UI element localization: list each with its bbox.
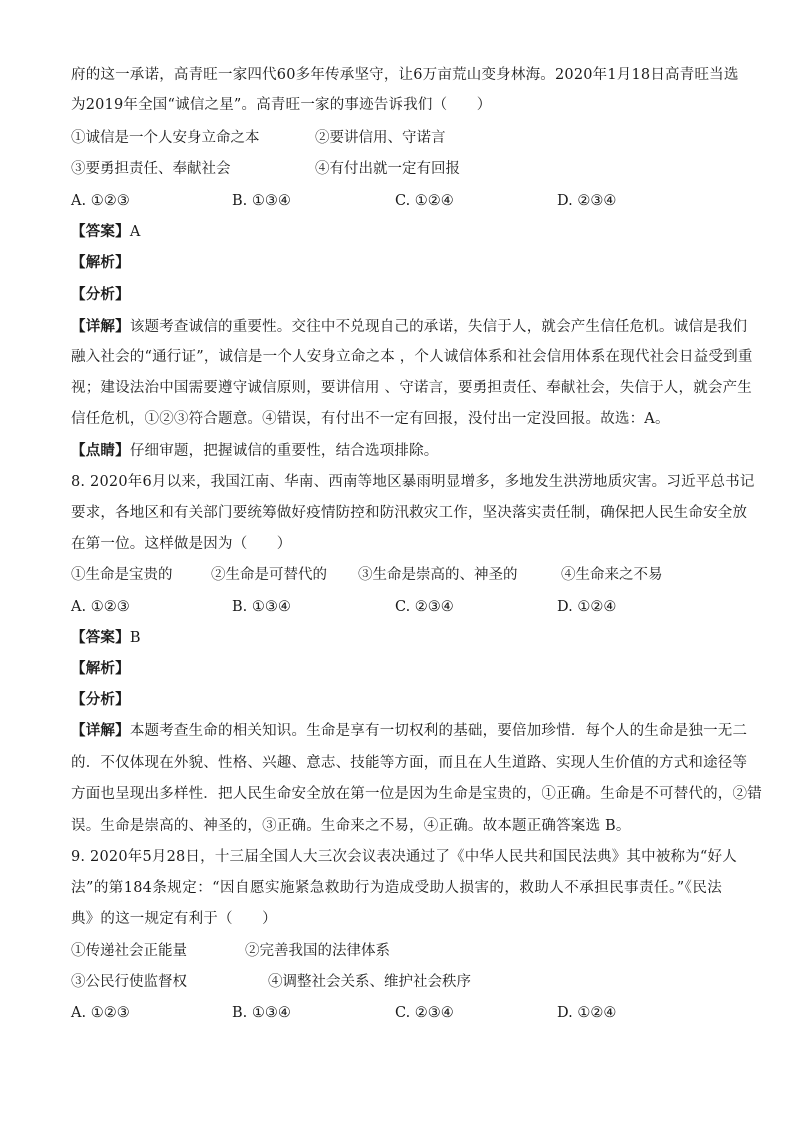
- q7-analysis-tag: 【解析】: [71, 255, 130, 271]
- q8-detail-line-4: 误。生命是崇高的、神圣的，③正确。生命来之不易，④正确。故本题正确答案选 B。: [71, 818, 631, 834]
- q8-detail-line-3: 方面也呈现出多样性．把人民生命安全放在第一位是因为生命是宝贵的，①正确。生命是不可替代的，②错: [71, 786, 762, 802]
- q9-item-3: ③公民行使监督权: [71, 974, 187, 990]
- q9-stem-line-2: 法”的第184条规定：“因自愿实施紧急救助行为造成受助人损害的，救助人不承担民事责任。”《民法: [71, 880, 722, 896]
- detail-tag: 【详解】: [71, 319, 130, 335]
- q7-item-4: ④有付出就一定有回报: [315, 161, 460, 177]
- q8-detail-line-1: 【详解】本题考查生命的相关知识。生命是享有一切权利的基础，要倍加珍惜．每个人的生命是独一无二: [71, 723, 748, 739]
- q8-stem-line-1: 8. 2020年6月以来，我国江南、华南、西南等地区暴雨明显增多，多地发生洪涝地质灾害。习近平总书记: [71, 474, 755, 490]
- q9-item-1: ①传递社会正能量: [71, 943, 187, 959]
- q7-detail-line-4: 信任危机，①②③符合题意。④错误，有付出不一定有回报，没付出一定没回报。故选：A。: [71, 411, 670, 427]
- q7-answer: A: [129, 224, 141, 240]
- q7-detail-line-2: 融入社会的“通行证”，诚信是一个人安身立命之本 ，个人诚信体系和社会信用体系在现代社会日益受到重: [71, 349, 753, 365]
- q9-item-4: ④调整社会关系、维护社会秩序: [268, 974, 471, 990]
- q7-option-d: D. ②③④: [557, 193, 617, 209]
- q8-item-2: ②生命是可替代的: [211, 567, 327, 583]
- q8-analysis-tag: 【解析】: [71, 661, 130, 677]
- q9-stem-line-3: 典》的这一规定有利于（ ）: [71, 911, 277, 927]
- q8-item-1: ①生命是宝贵的: [71, 567, 173, 583]
- q8-option-c: C. ②③④: [395, 599, 454, 615]
- q7-detail-line-3: 视；建设法治中国需要遵守诚信原则，要讲信用 、守诺言，要勇担责任、奉献社会，失信于人，就会产生: [71, 380, 753, 396]
- answer-tag: 【答案】: [71, 224, 130, 240]
- q8-option-d: D. ①②④: [557, 599, 617, 615]
- q8-option-a: A. ①②③: [71, 599, 130, 615]
- q7-answer-line: [71, 221, 140, 243]
- q8-fenxi-tag: 【分析】: [71, 692, 130, 708]
- q7-item-2: ②要讲信用、守诺言: [315, 130, 446, 146]
- q8-item-3: ③生命是崇高的、神圣的: [358, 567, 518, 583]
- q8-option-b: B. ①③④: [232, 599, 291, 615]
- detail-tag: 【详解】: [71, 723, 130, 739]
- q8-stem-line-3: 在第一位。这样做是因为（ ）: [71, 536, 292, 552]
- answer-tag: 【答案】: [71, 630, 130, 646]
- q8-item-4: ④生命来之不易: [561, 567, 663, 583]
- q8-detail-line-2: 的．不仅体现在外貌、性格、兴趣、意志、技能等方面，而且在人生道路、实现人生价值的方式和途径等: [71, 755, 748, 771]
- q9-option-d: D. ①②④: [557, 1005, 617, 1021]
- q7-stem-line-1: 府的这一承诺，高青旺一家四代60多年传承坚守，让6万亩荒山变身林海。2020年1月18日高青旺当选: [71, 67, 739, 83]
- q7-option-b: B. ①③④: [232, 193, 291, 209]
- q9-option-b: B. ①③④: [232, 1005, 291, 1021]
- q8-stem-line-2: 要求，各地区和有关部门要统筹做好疫情防控和防汛救灾工作，坚决落实责任制，确保把人民生命安全放: [71, 505, 748, 521]
- q8-answer: B: [129, 630, 141, 646]
- q7-tip-line: 【点睛】仔细审题，把握诚信的重要性，结合选项排除。: [71, 443, 439, 459]
- q9-option-c: C. ②③④: [395, 1005, 454, 1021]
- q7-item-3: ③要勇担责任、奉献社会: [71, 161, 231, 177]
- q7-stem-line-2: 为2019年全国“诚信之星”。高青旺一家的事迹告诉我们（ ）: [71, 97, 492, 113]
- q9-item-2: ②完善我国的法律体系: [245, 943, 390, 959]
- q7-option-c: C. ①②④: [395, 193, 454, 209]
- q7-fenxi-tag: 【分析】: [71, 287, 130, 303]
- tip-tag: 【点睛】: [71, 443, 130, 459]
- q9-option-a: A. ①②③: [71, 1005, 130, 1021]
- q7-option-a: A. ①②③: [71, 193, 130, 209]
- q7-item-1: ①诚信是一个人安身立命之本: [71, 130, 260, 146]
- q7-detail-line-1: 【详解】该题考查诚信的重要性。交往中不兑现自己的承诺，失信于人，就会产生信任危机。诚信是我们: [71, 319, 748, 335]
- q8-answer-line: [71, 627, 141, 649]
- q9-stem-line-1: 9. 2020年5月28日，十三届全国人大三次会议表决通过了《中华人民共和国民法典》其中被称为“好人: [71, 849, 737, 865]
